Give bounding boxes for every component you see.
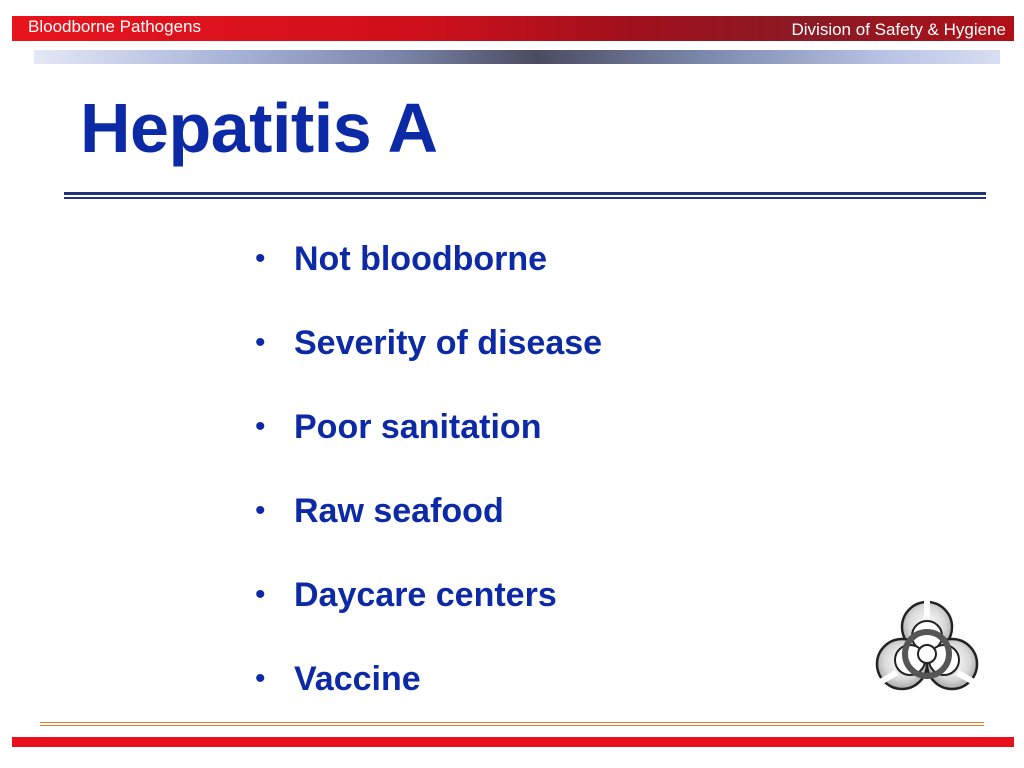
title-divider (64, 192, 986, 201)
bullet-item (255, 404, 602, 488)
bullet-text: Poor sanitation (294, 408, 542, 446)
bullet-text: Daycare centers (294, 576, 557, 614)
bullet-dot: • (255, 410, 266, 443)
footer-divider (40, 722, 984, 726)
bullet-list (255, 236, 602, 740)
header-gradient-band (34, 50, 1000, 64)
header-right-label: Division of Safety & Hygiene (791, 20, 1006, 39)
bullet-dot: • (255, 242, 266, 275)
biohazard-icon (870, 598, 984, 696)
header-left-label: Bloodborne Pathogens (28, 17, 201, 36)
bullet-text: Raw seafood (294, 492, 504, 530)
bullet-dot: • (255, 494, 266, 527)
footer-band (12, 737, 1014, 747)
slide-title: Hepatitis A (80, 89, 438, 167)
header-band (12, 16, 1014, 41)
bullet-dot: • (255, 662, 266, 695)
bullet-item (255, 656, 602, 740)
bullet-item (255, 236, 602, 320)
bullet-item (255, 488, 602, 572)
bullet-item (255, 320, 602, 404)
bullet-dot: • (255, 326, 266, 359)
bullet-text: Not bloodborne (294, 240, 548, 278)
bullet-dot: • (255, 578, 266, 611)
bullet-item (255, 572, 602, 656)
bullet-text: Severity of disease (294, 324, 603, 362)
bullet-text: Vaccine (294, 660, 421, 698)
